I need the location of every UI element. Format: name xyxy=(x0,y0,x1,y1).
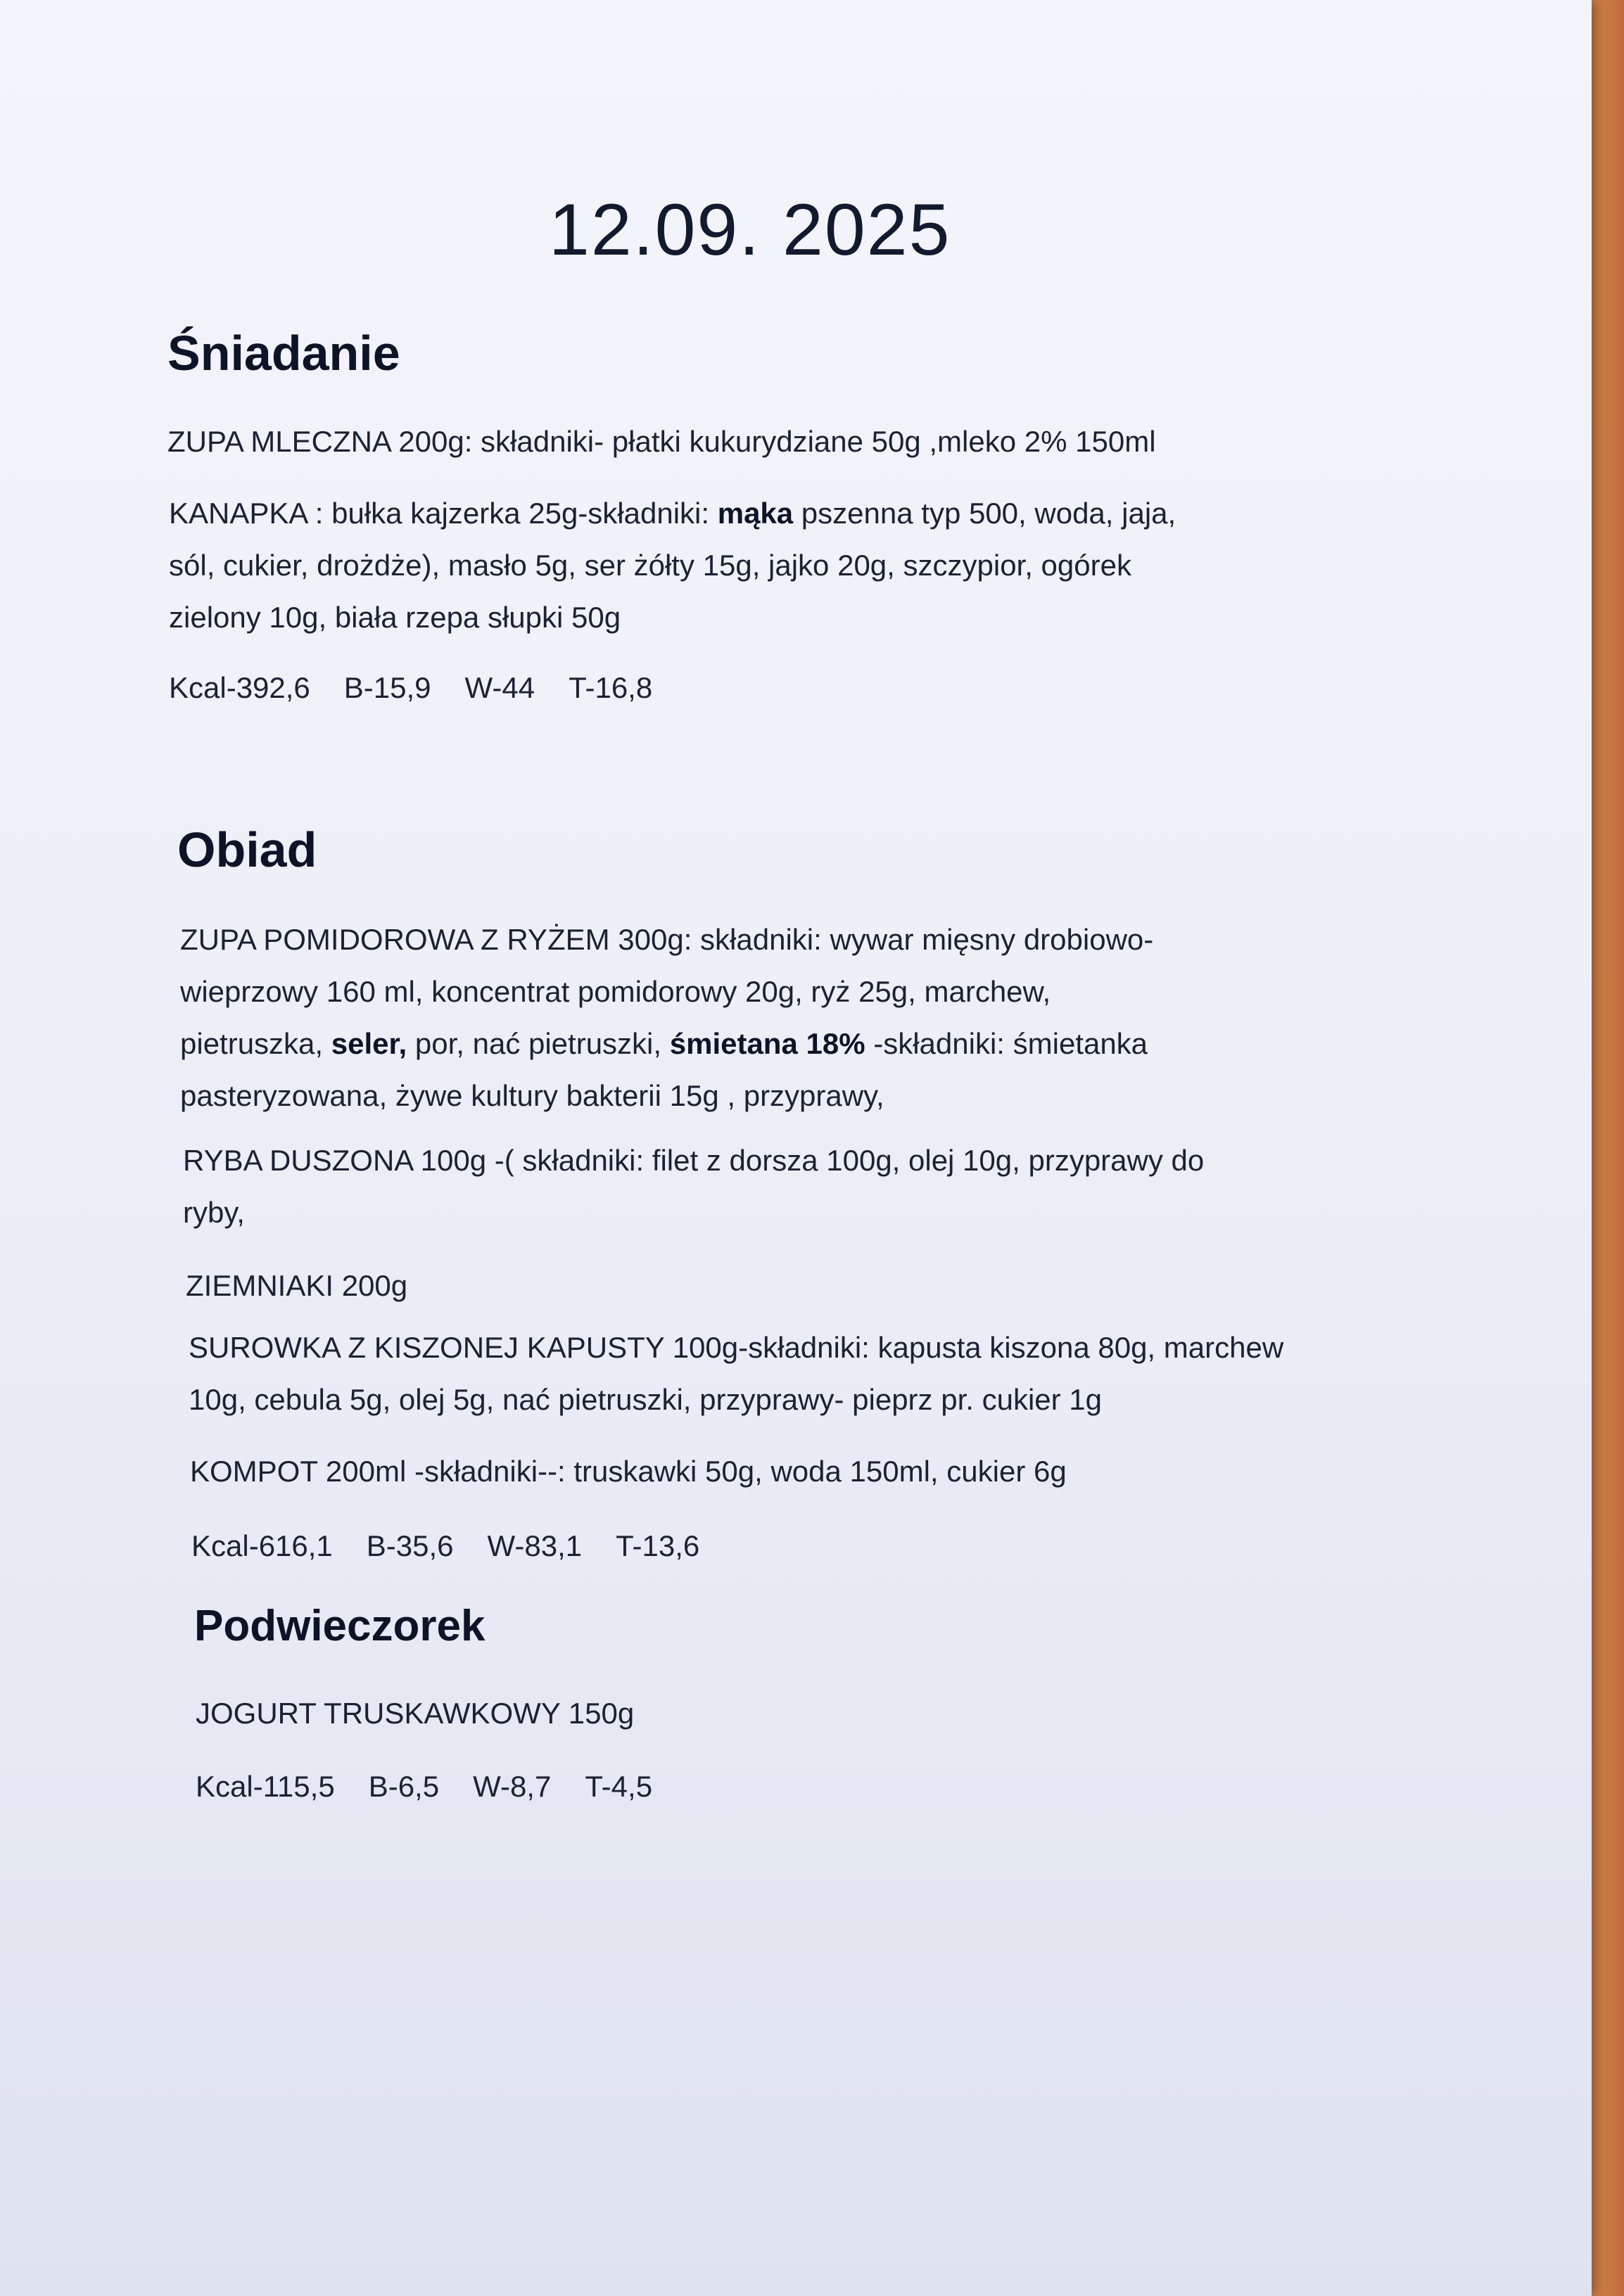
lunch-line-4: pasteryzowana, żywe kultury bakterii 15g , przyprawy, xyxy=(180,1079,884,1112)
snack-protein: B-6,5 xyxy=(368,1770,440,1803)
lunch-carbs: W-83,1 xyxy=(487,1529,583,1562)
lunch-line-9: 10g, cebula 5g, olej 5g, nać pietruszki, przyprawy- pieprz pr. cukier 1g xyxy=(189,1383,1103,1416)
snack-carbs: W-8,7 xyxy=(473,1770,552,1803)
lunch-fat: T-13,6 xyxy=(616,1529,700,1562)
lunch-nutrition xyxy=(191,1529,733,1563)
lunch-line-1: ZUPA POMIDOROWA Z RYŻEM 300g: składniki: wywar mięsny drobiowo- xyxy=(180,923,1154,956)
lunch-line-10: KOMPOT 200ml -składniki--: truskawki 50g, woda 150ml, cukier 6g xyxy=(190,1455,1067,1488)
snack-line-1: JOGURT TRUSKAWKOWY 150g xyxy=(196,1697,635,1730)
breakfast-line-3: sól, cukier, drożdże), masło 5g, ser żółty 15g, jajko 20g, szczypior, ogórek xyxy=(169,549,1131,582)
lunch-line-3-text-a: pietruszka, xyxy=(180,1027,331,1060)
breakfast-fat: T-16,8 xyxy=(569,671,653,704)
snack-nutrition xyxy=(196,1770,686,1804)
breakfast-nutrition xyxy=(169,671,686,705)
menu-date: 12.09. 2025 xyxy=(549,189,951,271)
lunch-protein: B-35,6 xyxy=(366,1529,454,1562)
lunch-line-3-bold-b: śmietana 18% xyxy=(669,1027,865,1060)
breakfast-line-2-text-b: pszenna typ 500, woda, jaja, xyxy=(793,497,1176,530)
breakfast-line-2-text-a: KANAPKA : bułka kajzerka 25g-składniki: xyxy=(169,497,718,530)
lunch-line-3-text-c: -składniki: śmietanka xyxy=(865,1027,1148,1060)
lunch-line-6: ryby, xyxy=(183,1196,245,1229)
lunch-line-2: wieprzowy 160 ml, koncentrat pomidorowy 20g, ryż 25g, marchew, xyxy=(180,975,1051,1008)
lunch-line-3 xyxy=(180,1027,1148,1061)
lunch-line-5: RYBA DUSZONA 100g -( składniki: filet z dorsza 100g, olej 10g, przyprawy do xyxy=(183,1144,1205,1177)
snack-heading: Podwieczorek xyxy=(194,1602,486,1650)
breakfast-kcal: Kcal-392,6 xyxy=(169,671,310,704)
breakfast-line-4: zielony 10g, biała rzepa słupki 50g xyxy=(169,601,621,634)
lunch-line-3-bold-a: seler, xyxy=(331,1027,407,1060)
lunch-line-8: SUROWKA Z KISZONEJ KAPUSTY 100g-składniki: kapusta kiszona 80g, marchew xyxy=(189,1331,1284,1364)
lunch-line-3-text-b: por, nać pietruszki, xyxy=(407,1027,670,1060)
breakfast-protein: B-15,9 xyxy=(343,671,431,704)
breakfast-line-2 xyxy=(169,497,1176,530)
breakfast-heading: Śniadanie xyxy=(167,326,400,381)
breakfast-line-2-bold: mąka xyxy=(717,497,794,530)
snack-kcal: Kcal-115,5 xyxy=(196,1770,335,1803)
lunch-line-7: ZIEMNIAKI 200g xyxy=(186,1269,408,1302)
snack-fat: T-4,5 xyxy=(585,1770,653,1803)
lunch-heading: Obiad xyxy=(177,822,317,877)
lunch-kcal: Kcal-616,1 xyxy=(191,1529,333,1562)
breakfast-line-1: ZUPA MLECZNA 200g: składniki- płatki kukurydziane 50g ,mleko 2% 150ml xyxy=(167,425,1156,458)
breakfast-carbs: W-44 xyxy=(464,671,535,704)
